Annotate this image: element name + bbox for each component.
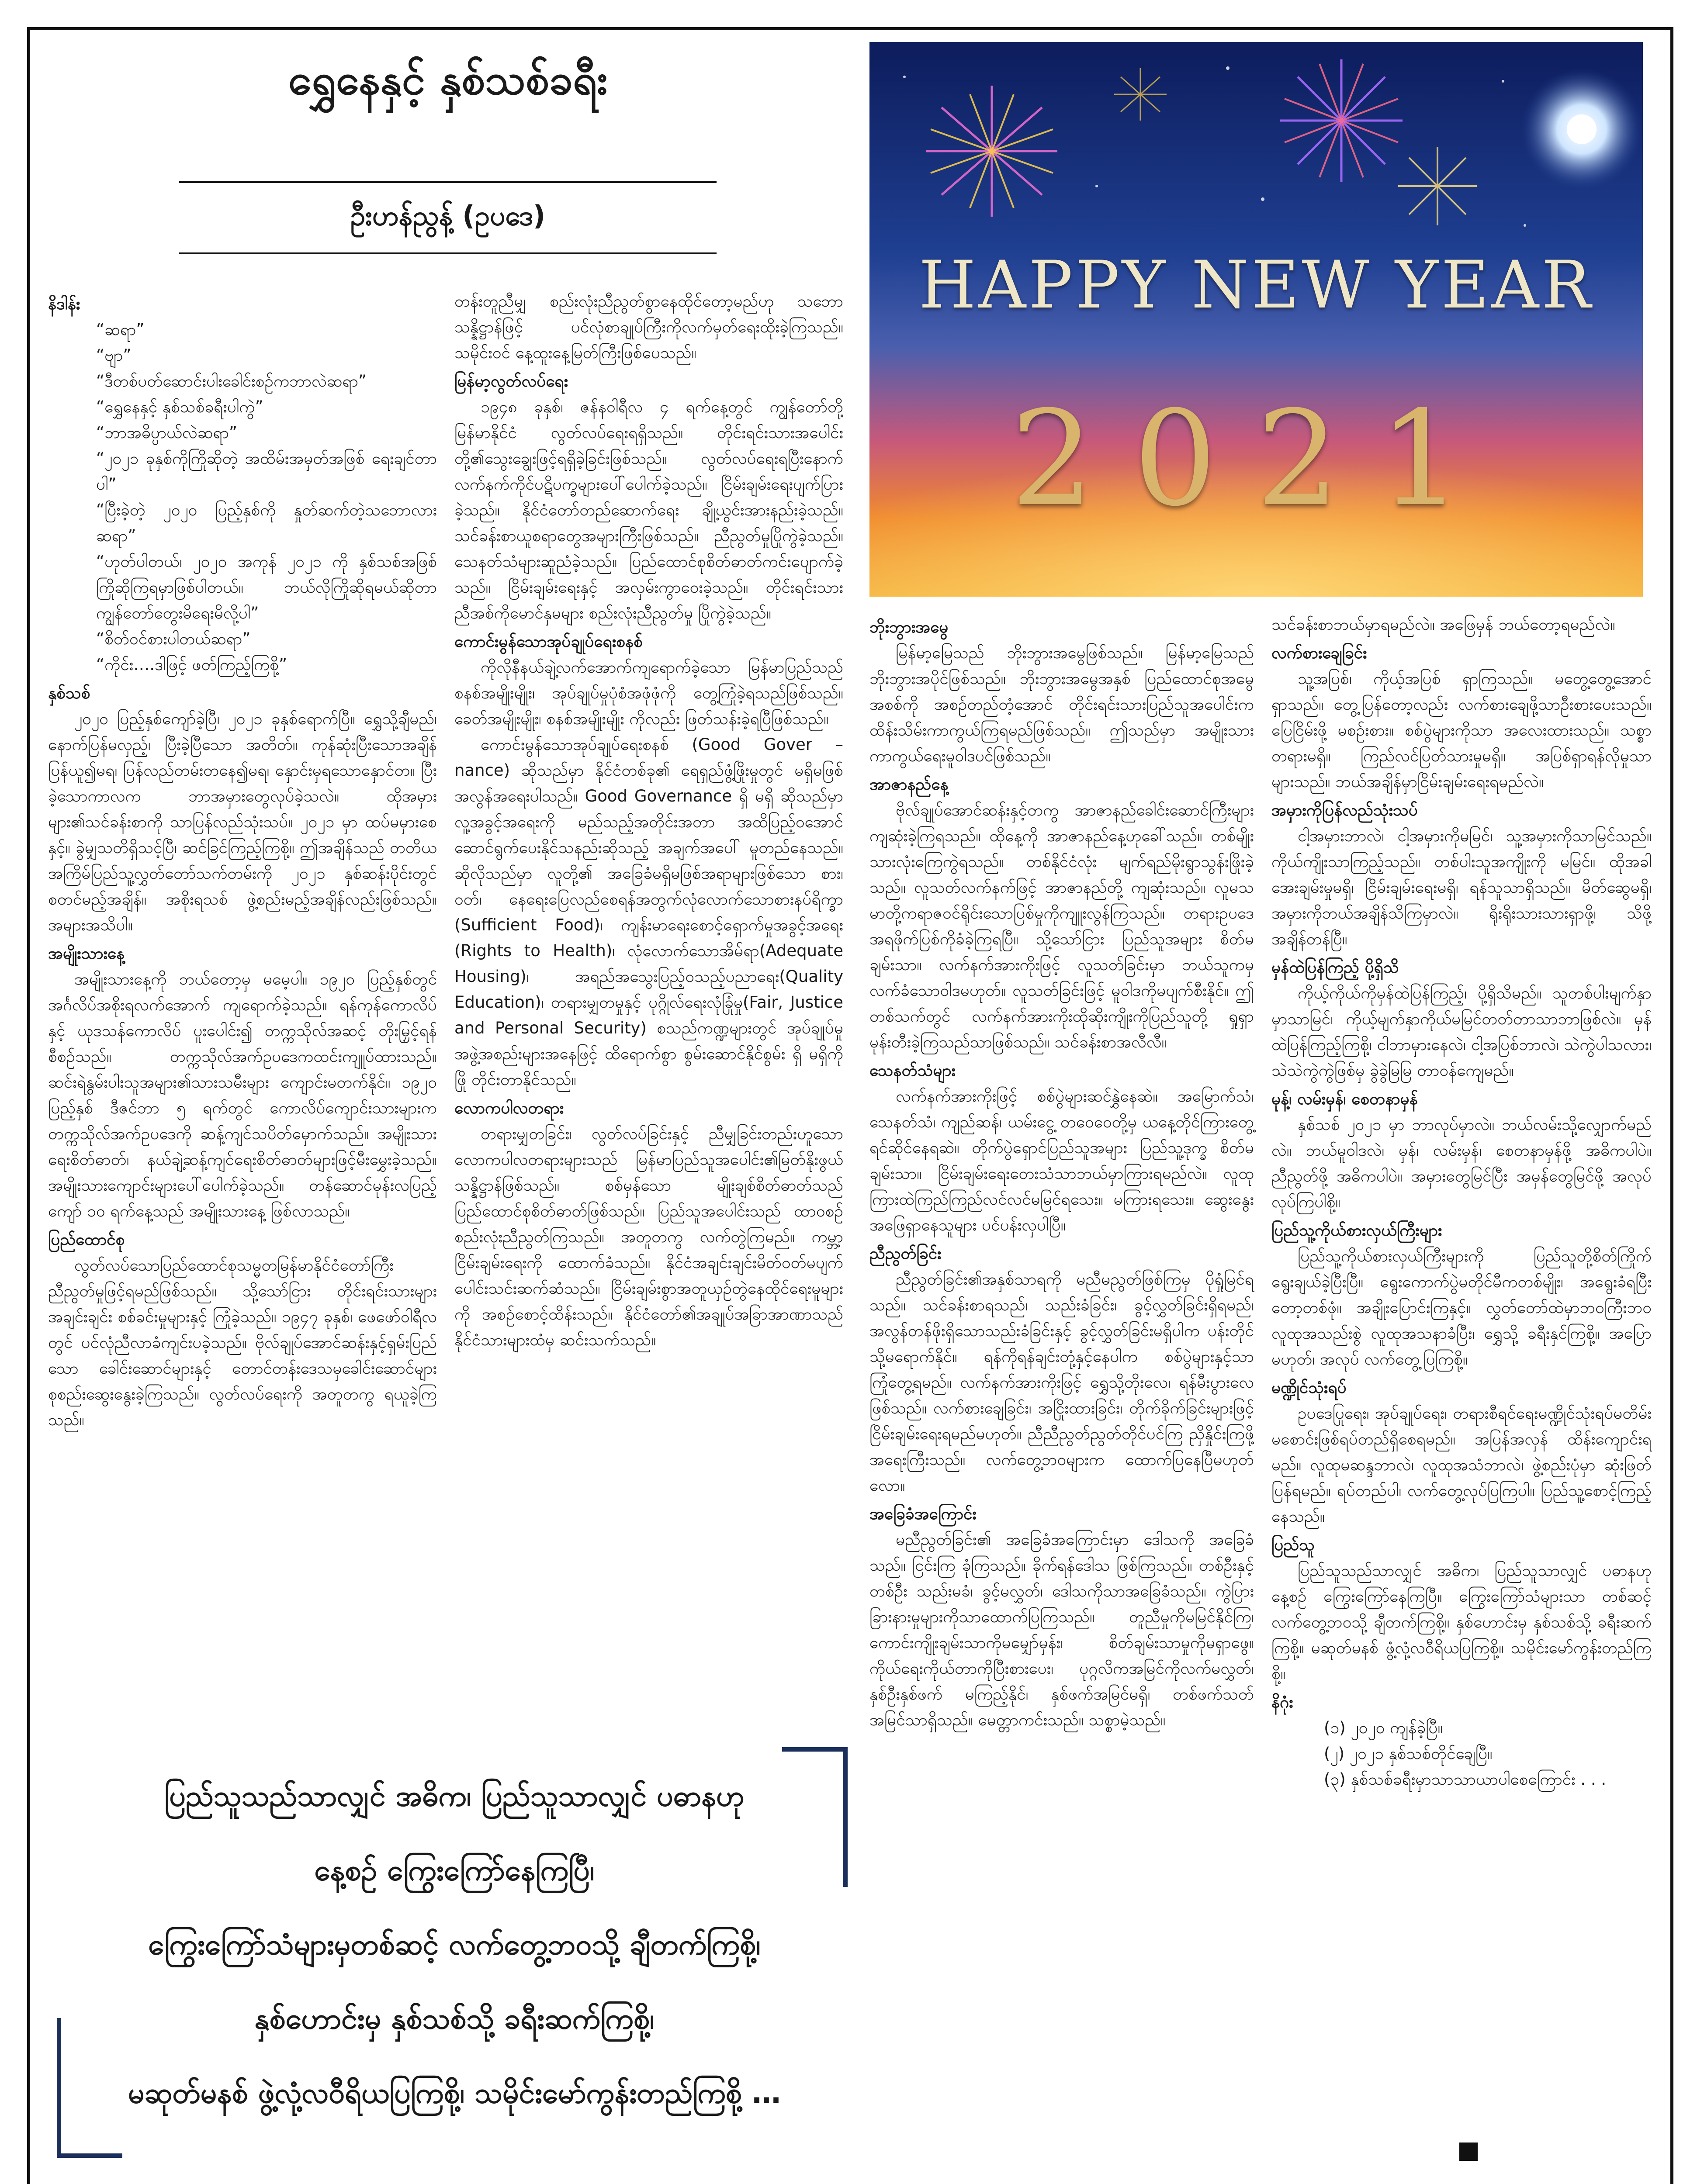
body-paragraph: နှစ်သစ် ၂၀၂၁ မှာ ဘာလုပ်မှာလဲ။ ဘယ်လမ်းသို့လျှောက်မည်လဲ။ ဘယ်မူဝါဒလဲ၊ မှန်၊ လမ်းမှန်၊ စေတနာမှန်ဖို့ အဓိကပါပဲ။ ညီညွတ်ဖို့ အဓိကပါပဲ။ အမှားတွေမြင်ပြီး အမှန်တွေမြင်ဖို့ အလုပ်လုပ်ကြပါစို့။: [1271, 1115, 1652, 1211]
column-4: [1271, 612, 1652, 1792]
body-paragraph: ဥပဒေပြုရေး၊ အုပ်ချုပ်ရေး၊ တရားစီရင်ရေးမဏ္ဍိုင်သုံးရပ်မတိမ်းမစောင်းဖြစ်ရပ်တည်ရှိစေရမည်။ အပြန်အလှန် ထိန်းကျောင်းရမည်။ လူထုမဆန္ဒဘာလဲ၊ လူထုအသံဘာလဲ၊ ဖွဲ့စည်းပုံမှာ ဆုံးဖြတ်ပြန်ရမည်။ ရပ်တည်ပါ၊ လက်တွေ့လုပ်ပြကြပါ။ ပြည်သူ့စောင့်ကြည့်နေသည်။: [1271, 1404, 1652, 1526]
section-heading: အခြေခံအကြောင်း: [869, 1504, 977, 1523]
section-heading: နိဂုံး: [1271, 1693, 1293, 1711]
body-paragraph: ညီညွတ်ခြင်း၏အနှစ်သာရကို မညီမညွတ်ဖြစ်ကြမှ ပိုရှုံမြင်ရသည်။ သင်ခန်းစာရသည်၊ သည်းခံခြင်း၊ ခွင့်လွှတ်ခြင်းရှိရမည်၊ အလွန်တန်ဖိုးရှိသောသည်းခံခြင်းနှင့် ခွင့်လွှတ်ခြင်းမရှိပါက ပန်းတိုင်သို့မရောက်နိုင်။ ရန်ကိုရန်ချင်းတုံ့နှင့်နေပါက စစ်ပွဲများနှင့်သာ ကြုံတွေ့ရမည်။ လက်နက်အားကိုးဖြင့် ရွှေသို့တိုးလေ၊ ရန်မီးပွားလေဖြစ်သည်။ လက်စားချေခြင်း၊ အငြိုးထားခြင်း၊ တိုက်ခိုက်ခြင်းများဖြင့် ငြိမ်းချမ်းရေးရမည်မဟုတ်။ ညီညီညွတ်ညွတ်တိုင်ပင်ကြ ညှိနှိုင်းကြဖို့အရေးကြီးသည်။ လက်တွေ့ဘဝများက ထောက်ပြနေပြီမဟုတ်လော။: [869, 1270, 1254, 1495]
pull-quote: [61, 1747, 848, 2158]
section-heading: မဏ္ဍိုင်သုံးရပ်: [1271, 1378, 1347, 1397]
column-2: [454, 288, 843, 1353]
year-text: 2021: [1011, 383, 1502, 535]
title-rule-top: [179, 181, 717, 183]
body-paragraph: တရားမျှတခြင်း၊ လွတ်လပ်ခြင်းနှင့် ညီမျှခြင်းတည်းဟူသော လောကပါလတရားများသည် မြန်မာပြည်သူအပေါင်း၏မြတ်နိုးဖွယ်သန္နိဋ္ဌာန်ဖြစ်သည်။ စစ်မှန်သော မျိုးချစ်စိတ်ဓာတ်သည် ပြည်ထောင်စုစိတ်ဓာတ်ဖြစ်သည်။ ပြည်သူအပေါင်းသည် ထာဝစဉ်စည်းလုံးညီညွတ်ကြသည်။ အတူတကွ လက်တွဲကြမည်။ ကမ္ဘာ့ငြိမ်းချမ်းရေးကို ထောက်ခံသည်။ နိုင်ငံအချင်းချင်းမိတ်ဝတ်မပျက်ပေါင်းသင်းဆက်ဆံသည်။ ငြိမ်းချမ်းစွာအတူယှဉ်တွဲနေထိုင်ရေးမူများကို အစဉ်စောင့်ထိန်းသည်။ နိုင်ငံတော်၏အချုပ်အခြာအာဏာသည် နိုင်ငံသားများထံမှ ဆင်းသက်သည်။: [454, 1124, 843, 1349]
quote-line-5: မဆုတ်မနစ် ဖွဲ့လုံ့လဝီရိယပြကြစို့၊ သမိုင်းမော်ကွန်းတည်ကြစို့ …: [128, 2076, 781, 2110]
article-author: ဦးဟန်ညွန့် (ဥပဒေ): [350, 200, 546, 232]
section-heading: နှစ်သစ်: [48, 684, 90, 702]
column-3: [869, 612, 1254, 1733]
body-paragraph: ၁၉၄၈ ခုနှစ်၊ ဇန်နဝါရီလ ၄ ရက်နေ့တွင် ကျွန်တော်တို့မြန်မာနိုင်ငံ လွတ်လပ်ရေးရရှိသည်။ တိုင်းရင်းသားအပေါင်းတို့၏သွေးချွေးဖြင့်ရရှိခဲ့ခြင်းဖြစ်သည်။ လွတ်လပ်ရေးရပြီးနောက် လက်နက်ကိုင်ပဋိပက္ခများပေါ်ပေါက်ခဲ့သည်။ ငြိမ်းချမ်းရေးပျက်ပြားခဲ့သည်။ နိုင်ငံတော်တည်ဆောက်ရေး ချို့ယွင်းအားနည်းခဲ့သည်။ သင်ခန်းစာယူစရာတွေအများကြီးဖြစ်သည်။ ညီညွတ်မှုပြိုကွဲခဲ့သည်။ သေနတ်သံများဆူညံခဲ့သည်။ ပြည်ထောင်စုစိတ်ဓာတ်ကင်းပျောက်ခဲ့သည်။ ငြိမ်းချမ်းရေးနှင့် အလှမ်းကွာဝေးခဲ့သည်။ တိုင်းရင်းသားညီအစ်ကိုမောင်နှမများ စည်းလုံးညီညွတ်မှု ပြိုကွဲခဲ့သည်။: [454, 397, 843, 622]
dialogue-line: “ဒီတစ်ပတ်ဆောင်းပါးခေါင်းစဉ်ကဘာလဲဆရာ”: [96, 372, 367, 390]
section-heading: ပြည်သူ: [1271, 1535, 1315, 1554]
section-heading: ဘိုးဘွားအမွေ: [869, 618, 949, 636]
conclusion-item: (၁) ၂၀၂၀ ကျန်ခဲ့ပြီ။: [1324, 1718, 1443, 1737]
body-paragraph: ပြည်သူ့ကိုယ်စားလှယ်ကြီးများကို ပြည်သူတို့စိတ်ကြိုက်ရွေးချယ်ခဲ့ပြီးပြီ။ ရွေးကောက်ပွဲမတိုင်မီကတစ်မျိုး၊ အရွေးခံရပြီးတော့တစ်ဖုံ။ အချိုးပြောင်းကြနှင့်။ လွှတ်တော်ထဲမှာဘဝကြီးဘဝလူထုအသည်းစွဲ လူထုအသနာခံပြီး၊ ရွှေသို့ ခရီးနှင်ကြစို့။ အပြောမဟုတ်၊ အလုပ် လက်တွေ့ပြကြစို့။: [1271, 1247, 1652, 1368]
section-heading: ညီညွတ်ခြင်း: [869, 1244, 942, 1263]
body-paragraph: သူ့အပြစ်၊ ကိုယ့်အပြစ် ရှာကြသည်။ မတွေ့တွေ့အောင်ရှာသည်။ တွေ့ပြန်တော့လည်း လက်စားချေဖို့သာဦးစားပေးသည်။ ပြေငြိမ်းဖို့ မစဉ်းစား။ စစ်ပွဲများကိုသာ အလေးထားသည်။ သစ္စာတရားမရှိ။ ကြည်လင်ပြတ်သားမှုမရှိ။ အပြစ်ရှာရန်လိုမှုသာများသည်။ ဘယ်အချိန်မှာငြိမ်းချမ်းရေးရမည်လဲ။: [1271, 669, 1652, 791]
quote-line-1: ပြည်သူသည်သာလျှင် အဓိက၊ ပြည်သူသာလျှင် ပဓာနဟု: [164, 1779, 745, 1813]
body-paragraph: ကောင်းမွန်သောအုပ်ချုပ်ရေးစနစ် (Good Gover – nance) ဆိုသည်မှာ နိုင်ငံတစ်ခု၏ ရေရှည်ဖွံ့ဖြိုးမှုတွင် မရှိမဖြစ် အလွန်အရေးပါသည်။ Good Governance ရှိ မရှိ ဆိုသည်မှာ လူ့အခွင့်အရေးကို မည်သည့်အတိုင်းအတာ အထိပြည့်ဝအောင် ဆောင်ရွက်ပေးနိုင်သနည်းဆိုသည့် အချက်အပေါ် မူတည်နေသည်။ ဆိုလိုသည်မှာ လူတို့၏ အခြေခံမရှိမဖြစ်အရာများဖြစ်သော စား၊ ဝတ်၊ နေရေးပြေလည်စေရန်အတွက်လုံလောက်သောစားနပ်ရိက္ခာ (Sufficient Food)၊ ကျန်းမာရေးစောင့်ရှောက်မှုအခွင့်အရေး (Rights to Health)၊ လုံလောက်သောအိမ်ရာ(Adequate Housing)၊ အရည်အသွေးပြည့်ဝသည့်ပညာရေး(Quality Education)၊ တရားမျှတမှုနှင့် ပုဂ္ဂိုလ်ရေးလုံခြုံမှု(Fair, Justice and Personal Security) စသည်ကဏ္ဍများတွင် အုပ်ချုပ်မှုအဖွဲ့အစည်းများအနေဖြင့် ထိရောက်စွာ စွမ်းဆောင်နိုင်စွမ်း ရှိ မရှိကိုဖြို တိုင်းတာနိုင်သည်။: [454, 735, 843, 1089]
dialogue-line: “ရွှေနေနှင့် နှစ်သစ်ခရီးပါကွဲ”: [96, 397, 263, 416]
body-paragraph: လွတ်လပ်သောပြည်ထောင်စုသမ္မတမြန်မာနိုင်ငံတော်ကြီး ညီညွတ်မှုဖြင့်ရမည်ဖြစ်သည်။ သို့သော်ငြား တိုင်းရင်းသားများအချင်းချင်း စစ်ခင်းမှုများနှင့် ကြုံခဲ့သည်။ ၁၉၄၇ ခုနှစ်၊ ဖေဖော်ဝါရီလတွင် ပင်လုံညီလာခံကျင်းပခဲ့သည်။ ဗိုလ်ချုပ်အောင်ဆန်းနှင့်ရှမ်းပြည်သော ခေါင်းဆောင်များနှင့် တောင်တန်းဒေသမှခေါင်းဆောင်များ စုစည်းဆွေးနွေးခဲ့ကြသည်။ လွတ်လပ်ရေးကို အတူတကွ ရယူခဲ့ကြသည်။: [48, 1256, 437, 1429]
section-heading: အမျိုးသားနေ့: [48, 944, 125, 963]
dialogue-line: “၂၀၂၁ ခုနှစ်ကိုကြိုဆိုတဲ့ အထိမ်းအမှတ်အဖြစ် ရေးချင်တာပါ”: [96, 449, 437, 494]
body-paragraph: ၂၀၂၀ ပြည့်နှစ်ကျော်ခဲ့ပြီ၊ ၂၀၂၁ ခုနှစ်ရောက်ပြီ။ ရွှေသို့ချီမည်၊ နောက်ပြန်မလှည့်၊ ပြီးခဲ့ပြီသော အတိတ်။ ကုန်ဆုံးပြီးသောအချိန် ပြန်ယူ၍မရ၊ ပြန်လည်တမ်းတနေ၍မရ၊ နှောင်းမှရသောနှောင်တ။ ပြီးခဲ့သောကာလက ဘာအမှားတွေလုပ်ခဲ့သလဲ။ ထိုအမှားများ၏သင်ခန်းစာကို သာပြန်လည်သုံးသပ်။ ၂၀၂၁ မှာ ထပ်မမှားစေနှင့်။ ခွဲမျှသတိရှိသင့်ပြီ၊ ဆင်ခြင်ကြည့်ကြစို့။ ဤအချိန်သည် တတိယအကြိမ်ပြည်သူ့လွှတ်တော်သက်တမ်းကို ၂၀၂၁ နှစ်ဆန်းပိုင်းတွင် စတင်မည့်အချိန်။ အစိုးရသစ် ဖွဲ့စည်းမည့်အချိန်လည်းဖြစ်သည်။ အများအသိပါ။: [48, 709, 437, 934]
quote-line-4: နှစ်ဟောင်းမှ နှစ်သစ်သို့ ခရီးဆက်ကြစို့၊: [254, 2002, 655, 2035]
dialogue-line: “ဗျာ”: [96, 346, 132, 365]
section-heading: နိဒါန်း: [48, 294, 80, 313]
quote-corner-top-right-h: [782, 1747, 848, 1752]
section-heading: လောကပါလတရား: [454, 1099, 564, 1117]
body-paragraph: သင်ခန်းစာဘယ်မှာရမည်လဲ။ အဖြေမှန် ဘယ်တော့ရမည်လဲ။: [1271, 615, 1615, 634]
end-of-article-mark: [1459, 2143, 1478, 2161]
happy-new-year-text: HAPPY NEW YEAR: [918, 247, 1594, 323]
conclusion-item: (၂) ၂၀၂၁ နှစ်သစ်တိုင်ချေပြီ။: [1324, 1744, 1493, 1763]
body-paragraph: ငါ့အမှားဘာလဲ၊ ငါ့အမှားကိုမမြင်၊ သူ့အမှားကိုသာမြင်သည်။ ကိုယ်ကျိုးသာကြည့်သည်။ တစ်ပါးသူအကျိုးကို မမြင်။ ထိုအခါ အေးချမ်းမှုမရှိ၊ ငြိမ်းချမ်းရေးမရှိ၊ ရန်သူသာရှိသည်။ မိတ်ဆွေမရှိ၊ အမှားကိုဘယ်အချိန်သိကြမှာလဲ။ ရိုးရိုးသားသားရှာဖို့၊ သိဖို့ အချိန်တန်ပြီ။: [1271, 826, 1652, 948]
section-heading: အာဇာနည်နေ့: [869, 775, 949, 794]
section-heading: ပြည်သူ့ကိုယ်စားလှယ်ကြီးများ: [1271, 1221, 1442, 1240]
conclusion-item: (၃) နှစ်သစ်ခရီးမှာသာသာယာပါစေကြောင်း . . .: [1324, 1770, 1607, 1789]
quote-line-2: နေ့စဉ် ကြွေးကြော်နေကြပြီ၊: [314, 1853, 595, 1887]
section-heading: အမှားကိုပြန်လည်သုံးသပ်: [1271, 801, 1418, 819]
section-heading: မုန့်၊ လမ်းမှန်၊ စေတနာမှန်: [1271, 1089, 1418, 1108]
dialogue-line: “ကိုင်း….ဒါဖြင့် ဖတ်ကြည့်ကြစို့”: [96, 655, 287, 674]
quote-corner-bottom-left-h: [57, 2153, 122, 2158]
body-paragraph: မြန်မာ့မြေသည် ဘိုးဘွားအမွေဖြစ်သည်။ မြန်မာ့မြေသည် ဘိုးဘွားအပိုင်ဖြစ်သည်။ ဘိုးဘွားအမွေအနှစ် ပြည်ထောင်စုအမွေအစစ်ကို အစဉ်တည်တံ့အောင် တိုင်းရင်းသားပြည်သူအပေါင်းက ထိန်းသိမ်းကာကွယ်ကြရမည်ဖြစ်သည်။ ဤသည်မှာ အမျိုးသားကာကွယ်ရေးမူဝါဒပင်ဖြစ်သည်။: [869, 643, 1254, 765]
body-paragraph: ဗိုလ်ချုပ်အောင်ဆန်းနှင့်တကွ အာဇာနည်ခေါင်းဆောင်ကြီးများကျဆုံးခဲ့ကြရသည်။ ထိုနေ့ကို အာဇာနည်နေ့ဟုခေါ်သည်။ တစ်မျိုးသားလုံးကြေကွဲရသည်။ တစ်နိုင်ငံလုံး မျက်ရည်မိုးရွာသွန်းဖြိုးခဲ့သည်။ လူသတ်လက်နက်ဖြင့် အာဇာနည်တို့ ကျဆုံးသည်။ လူမသမာတို့ကရာဇဝင်ရိုင်းသောပြစ်မှုကိုကျူးလွန်ကြသည်။ တရားဥပဒေအရဖိုက်ပြစ်ကိုခံခဲ့ကြရပြီ။ သို့သော်ငြား ပြည်သူအများ စိတ်မချမ်းသာ။ လက်နက်အားကိုးဖြင့် လူသတ်ခြင်းမှာ ဘယ်သူကမှ လက်ခံသောဝါဒမဟုတ်။ လူသတ်ခြင်းဖြင့် မူဝါဒကိုမပျက်စီးနိုင်။ ဤတစ်သက်တွင် လက်နက်အားကိုးထိုဆိုးကျိုးကိုပြည်သူတို့ ရှုရှာမုန်းတီးခဲ့ကြသည်သာဖြစ်သည်။ သင်ခန်းစာအလီလီ။: [869, 801, 1254, 1051]
dialogue-line: “ဟုတ်ပါတယ်၊ ၂၀၂၀ အကုန် ၂၀၂၁ ကို နှစ်သစ်အဖြစ်ကြိုဆိုကြရမှာဖြစ်ပါတယ်။ ဘယ်လိုကြိုဆိုရမယ်ဆိုတာ ကျွန်တော်တွေးမိရေးမိလို့ပါ”: [96, 552, 437, 622]
hero-image: [869, 42, 1643, 597]
title-rule-bottom: [179, 252, 717, 254]
section-heading: လက်စားချေခြင်း: [1271, 643, 1367, 662]
section-heading: မှန်ထဲပြန်ကြည့် ပို့ရှိသိ: [1271, 958, 1399, 977]
dialogue-line: “ပြီးခဲ့တဲ့ ၂၀၂၀ ပြည့်နှစ်ကို နှုတ်ဆက်တဲ့သဘောလားဆရာ”: [96, 501, 437, 545]
quote-line-3: ကြွေးကြော်သံများမှတစ်ဆင့် လက်တွေ့ဘဝသို့ ချီတက်ကြစို့၊: [148, 1928, 761, 1961]
column-1: [48, 288, 437, 1433]
body-paragraph: ကိုယ့်ကိုယ်ကိုမှန်ထဲပြန်ကြည့်၊ ပို့ရှိသိမည်။ သူတစ်ပါးမျက်နှာမှာသာမြင်၊ ကိုယ့်မျက်နှာကိုယ်မမြင်တတ်တာသာဘာဖြစ်လဲ။ မှန်ထဲပြန်ကြည့်ကြစို့၊ ငါဘာမှားနေလဲ၊ ငါ့အပြစ်ဘာလဲ၊ သဲကွဲပါသလား၊ သဲသဲကွဲကွဲဖြစ်မှ ခွဲခွဲမြမြ တာဝန်ကျေမည်။: [1271, 984, 1652, 1080]
body-paragraph: လက်နက်အားကိုးဖြင့် စစ်ပွဲများဆင်နွှဲနေဆဲ။ အမြောက်သံ၊ သေနတ်သံ၊ ကျည်ဆန်၊ ယမ်းငွေ့ တဝေဝေတို့မှ ယနေ့တိုင်ကြားတွေ့ရင်ဆိုင်နေရဆဲ။ တိုက်ပွဲရှောင်ပြည်သူအများ ပြည်သူ့ဒုက္ခ စိတ်မချမ်းသာ။ ငြိမ်းချမ်းရေးတေးသံသာဘယ်မှာကြားရမည်လဲ။ လူထုကြားထဲကြည်ကြည်လင်လင်မမြင်ရသေး။ မကြားရသေး။ ဆွေးနွေးအဖြေရှာနေသူများ ပင်ပန်းလှပါပြီ။: [869, 1087, 1254, 1234]
dialogue-line: “စိတ်ဝင်စားပါတယ်ဆရာ”: [96, 629, 251, 648]
body-paragraph: ပြည်သူသည်သာလျှင် အဓိက၊ ပြည်သူသာလျှင် ပဓာနဟု နေ့စဉ် ကြွေးကြော်နေကြပြီ။ ကြွေးကြော်သံများသာ တစ်ဆင့် လက်တွေ့ဘဝသို့ ချီတက်ကြစို့။ နှစ်ဟောင်းမှ နှစ်သစ်သို့ ခရီးဆက်ကြစို့။ မဆုတ်မနစ် ဖွံ့လုံ့လဝီရိယပြကြစို့။ သမိုင်းမော်ကွန်းတည်ကြစို့။: [1271, 1561, 1652, 1683]
quote-corner-bottom-left-v: [57, 2018, 61, 2158]
body-paragraph: အမျိုးသားနေ့ကို ဘယ်တော့မှ မမေ့ပါ။ ၁၉၂၀ ပြည့်နှစ်တွင် အင်္ဂလိပ်အစိုးရလက်အောက် ကျရောက်ခဲ့သည်။ ရန်ကုန်ကောလိပ်နှင့် ယုဒသန်ကောလိပ် ပူးပေါင်း၍ တက္ကသိုလ်အဆင့် တိုးမြှင့်ရန်စီစဉ်သည်။ တက္ကသိုလ်အက်ဥပဒေကထင်းကျူပ်ထားသည်။ ဆင်းရဲနွမ်းပါးသူအများ၏သားသမီးများ ကျောင်းမတက်နိုင်။ ၁၉၂၀ ပြည့်နှစ် ဒီဇင်ဘာ ၅ ရက်တွင် ကောလိပ်ကျောင်းသားများက တက္ကသိုလ်အက်ဥပဒေကို ဆန့်ကျင်သပိတ်မှောက်သည်။ အမျိုးသားရေးစိတ်ဓာတ်၊ နယ်ချဲ့ဆန့်ကျင်ရေးစိတ်ဓာတ်များဖြင့်မီးမွှေးခဲ့သည်။ အမျိုးသားကျောင်းများပေါ်ပေါက်ခဲ့သည်။ တန်ဆောင်မုန်းလပြည့်ကျော် ၁၀ ရက်နေ့သည် အမျိုးသားနေ့ ဖြစ်လာသည်။: [48, 970, 437, 1220]
section-heading: ပြည်ထောင်စု: [48, 1230, 125, 1249]
section-heading: သေနတ်သံများ: [869, 1061, 956, 1080]
body-paragraph: မညီညွတ်ခြင်း၏ အခြေခံအကြောင်းမှာ ဒေါသကို အခြေခံသည်။ ငြင်းကြ ခုံကြသည်။ ခိုက်ရန်ဒေါသ ဖြစ်ကြသည်။ တစ်ဦးနှင့်တစ်ဦး သည်းမခံ၊ ခွင့်မလွှတ်၊ ဒေါသကိုသာအခြေခံသည်။ ကွဲပြားခြားနားမှုများကိုသာထောက်ပြကြသည်။ တူညီမှုကိုမမြင်နိုင်ကြ၊ ကောင်းကျိုးချမ်းသာကိုမမျှော်မှန်း၊ စိတ်ချမ်းသာမှုကိုမရှာဖွေ။ ကိုယ်ရေးကိုယ်တာကိုပြီးစားပေး၊ ပုဂ္ဂလိကအမြင်ကိုလက်မလွှတ်၊ နှစ်ဦးနှစ်ဖက် မကြည့်နိုင်၊ နှစ်ဖက်အမြင်မရှိ၊ တစ်ဖက်သတ်အမြင်သာရှိသည်။ မေတ္တာကင်းသည်။ သစ္စာမဲ့သည်။: [869, 1530, 1254, 1729]
section-heading: မြန်မာ့လွတ်လပ်ရေး: [454, 372, 568, 390]
dialogue-line: “ဆရာ”: [96, 320, 145, 339]
body-paragraph: တန်းတူညီမျှ စည်းလုံးညီညွတ်စွာနေထိုင်တော့မည်ဟု သဘောသန္နိဋ္ဌာန်ဖြင့် ပင်လုံစာချုပ်ကြီးကိုလက်မှတ်ရေးထိုးခဲ့ကြသည်။ သမိုင်းဝင် နေ့ထူးနေ့မြတ်ကြီးဖြစ်ပေသည်။: [454, 292, 843, 362]
dialogue-line: “ဘာအဓိပ္ပာယ်လဲဆရာ”: [96, 423, 238, 442]
article-title: ရွှေနေနှင့် နှစ်သစ်ခရီး: [288, 55, 608, 104]
body-paragraph: ကိုလိုနီနယ်ချဲ့လက်အောက်ကျရောက်ခဲ့သော မြန်မာပြည်သည် စနစ်အမျိုးမျိုး၊ အုပ်ချုပ်မှုပုံစံအဖုံဖုံကို တွေ့ကြုံခဲ့ရသည်ဖြစ်သည်။ ခေတ်အမျိုးမျိုး၊ စနစ်အမျိုးမျိုး ကိုလည်း ဖြတ်သန်းခဲ့ရပြီဖြစ်သည်။: [454, 658, 843, 728]
section-heading: ကောင်းမွန်သောအုပ်ချုပ်ရေးစနစ်: [454, 632, 643, 651]
